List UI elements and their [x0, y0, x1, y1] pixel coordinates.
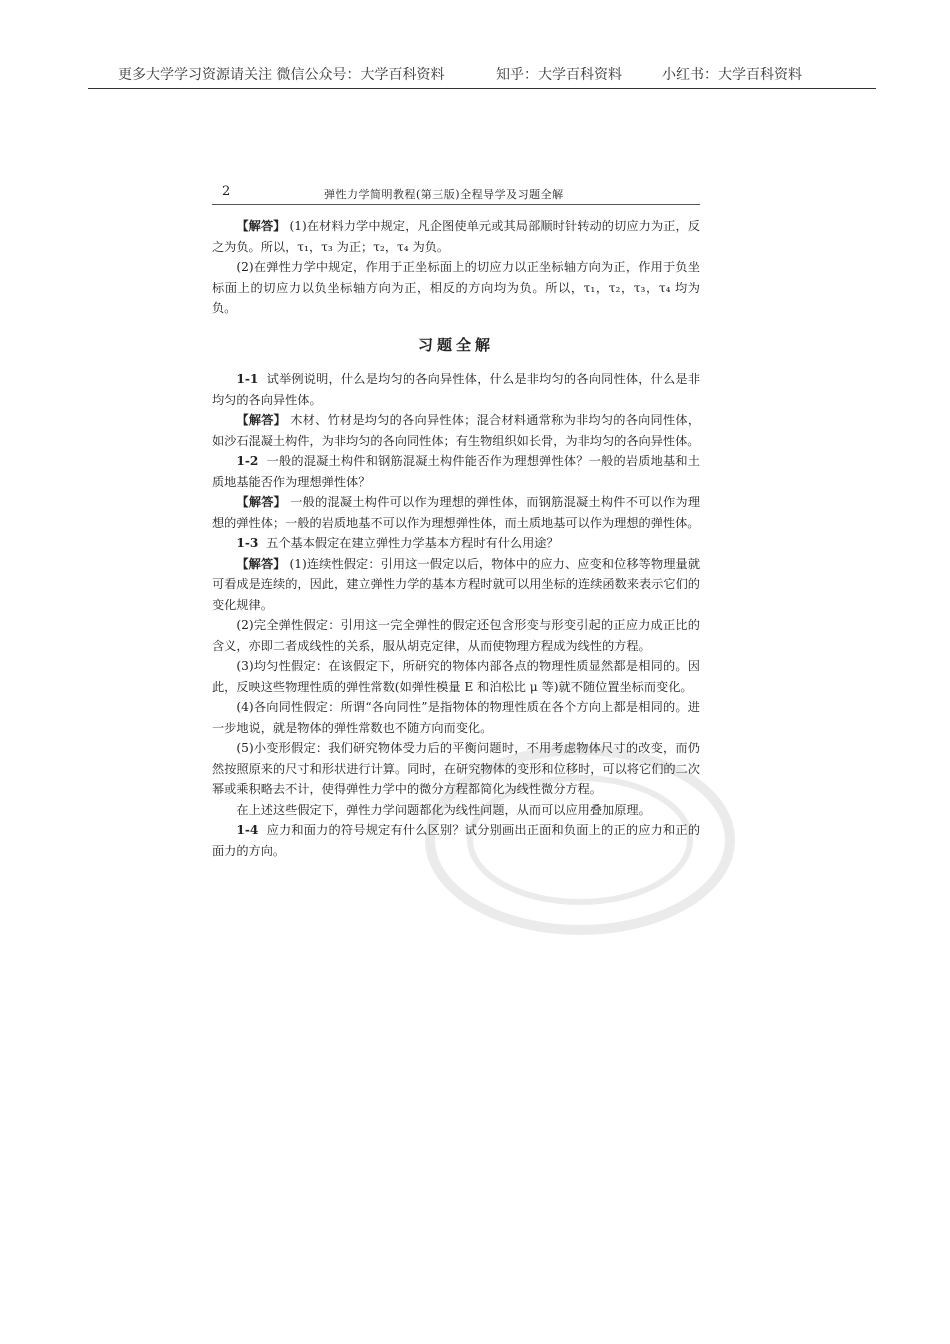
paragraph: [212, 820, 700, 861]
page-number: 2: [222, 184, 231, 199]
paragraph-text: 一般的混凝土构件和钢筋混凝土构件能否作为理想弹性体？一般的岩质地基和土质地基能否作为理想弹性体？: [212, 454, 701, 489]
paragraph: [212, 533, 700, 554]
paragraph-label: 【解答】: [236, 556, 286, 571]
paragraph: [212, 615, 700, 656]
banner-wechat-text: 更多大学学习资源请关注 微信公众号：大学百科资料: [118, 67, 445, 83]
paragraph-text: 五个基本假定在建立弹性力学基本方程时有什么用途？: [266, 536, 559, 550]
section-title: 习题全解: [417, 335, 494, 354]
paragraph: [212, 738, 700, 800]
question-number: 1-3: [236, 536, 259, 550]
paragraph-label: 【解答】: [236, 219, 286, 233]
paragraph: [212, 697, 700, 738]
paragraph: [212, 369, 700, 410]
running-head-title: 弹性力学简明教程(第三版)全程导学及习题全解: [324, 188, 564, 201]
banner-xiaohongshu-text: 小红书：大学百科资料: [662, 67, 802, 83]
scanned-page: [200, 178, 710, 968]
question-number: 1-1: [236, 372, 259, 386]
paragraph: [212, 257, 700, 319]
paragraph-text: (4)各向同性假定：所谓“各向同性”是指物体的物理性质在各个方向上都是相同的。进一步地说，就是物体的弹性常数也不随方向而变化。: [212, 700, 700, 735]
paragraph-text: 应力和面力的符号规定有什么区别？试分别画出正面和负面上的正的应力和正的面力的方向。: [212, 823, 701, 858]
paragraph-text: (5)小变形假定：我们研究物体受力后的平衡问题时，不用考虑物体尺寸的改变，而仍然按照原来的尺寸和形状进行计算。同时，在研究物体的变形和位移时，可以将它们的二次幂或乘积略去不计，使得弹性力学中的微分方程都简化为线性微分方程。: [212, 741, 700, 796]
paragraph: [212, 451, 700, 492]
paragraph: [212, 216, 700, 257]
question-number: 1-2: [236, 454, 259, 468]
top-banner: [88, 62, 876, 89]
question-number: 1-4: [236, 823, 259, 837]
paragraph-text: (1)在材料力学中规定，凡企图使单元或其局部顺时针转动的切应力为正，反之为负。所以，τ₁，τ₃ 为正；τ₂，τ₄ 为负。: [212, 219, 701, 254]
paragraph: [212, 554, 700, 616]
paragraph: [212, 656, 700, 697]
banner-zhihu-text: 知乎：大学百科资料: [496, 67, 622, 83]
page-body: [212, 216, 700, 861]
paragraph: [212, 410, 700, 451]
paragraph-text: (2)完全弹性假定：引用这一完全弹性的假定还包含形变与形变引起的正应力成正比的含义，亦即二者成线性的关系，服从胡克定律，从而使物理方程成为线性的方程。: [212, 618, 700, 653]
paragraph-text: (3)均匀性假定：在该假定下，所研究的物体内部各点的物理性质显然都是相同的。因此，反映这些物理性质的弹性常数(如弹性模量 E 和泊松比 μ 等)就不随位置坐标而变化。: [212, 659, 700, 694]
paragraph: [212, 800, 700, 821]
paragraph-text: 在上述这些假定下，弹性力学问题都化为线性问题，从而可以应用叠加原理。: [236, 802, 651, 817]
paragraph: [212, 492, 700, 533]
paragraph-text: 一般的混凝土构件可以作为理想的弹性体，而钢筋混凝土构件不可以作为理想的弹性体；一般的岩质地基不可以作为理想弹性体，而土质地基可以作为理想的弹性体。: [212, 495, 701, 530]
paragraph-text: (2)在弹性力学中规定，作用于正坐标面上的切应力以正坐标轴方向为正，作用于负坐标面上的切应力以负坐标轴方向为正，相反的方向均为负。所以，τ₁，τ₂，τ₃，τ₄ 均为负。: [212, 260, 700, 315]
paragraph-text: 试举例说明，什么是均匀的各向异性体，什么是非均匀的各向同性体，什么是非均匀的各向异性体。: [212, 372, 701, 407]
paragraph-text: 木材、竹材是均匀的各向异性体；混合材料通常称为非均匀的各向同性体，如沙石混凝土构件，为非均匀的各向同性体；有生物组织如长骨，为非均匀的各向异性体。: [212, 413, 701, 448]
running-head: [212, 182, 700, 205]
paragraph-text: (1)连续性假定：引用这一假定以后，物体中的应力、应变和位移等物理量就可看成是连续的，因此，建立弹性力学的基本方程时就可以用坐标的连续函数来表示它们的变化规律。: [212, 556, 701, 612]
paragraph-label: 【解答】: [236, 495, 287, 509]
paragraph-label: 【解答】: [236, 413, 287, 427]
